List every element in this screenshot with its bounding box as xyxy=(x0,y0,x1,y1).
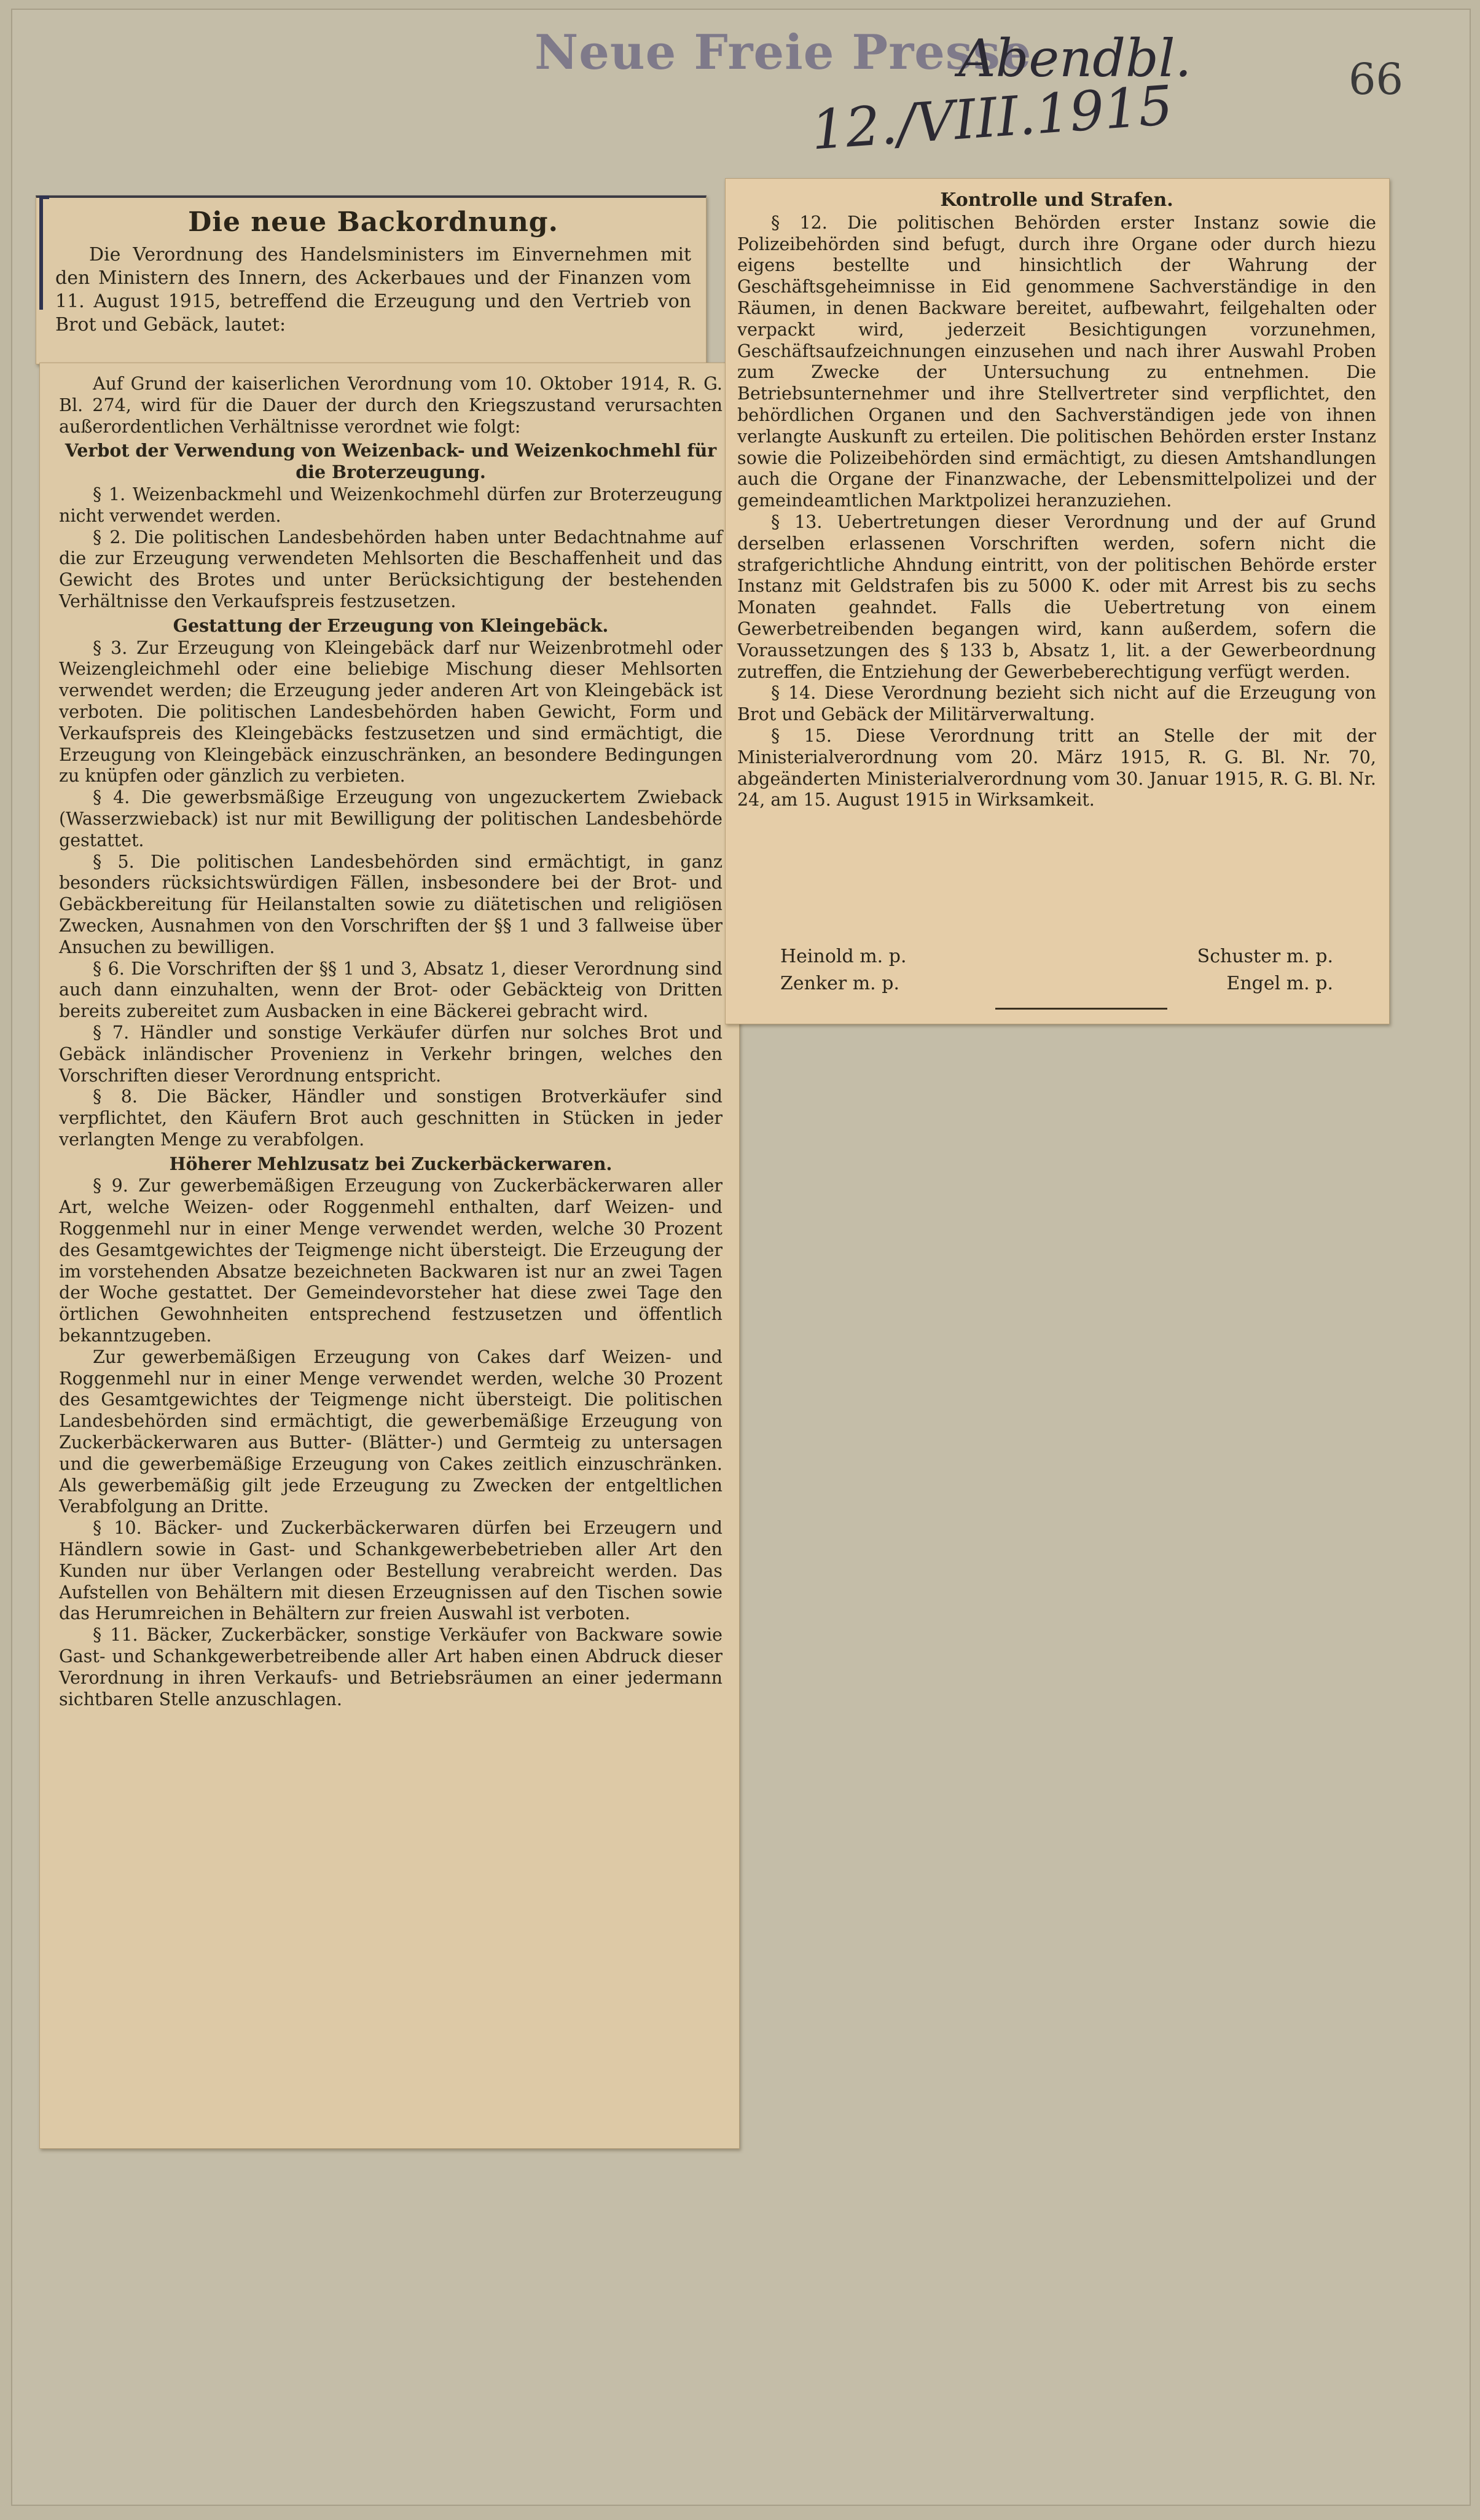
left-text-column xyxy=(59,374,722,1710)
paragraph-14: § 14. Diese Verordnung bezieht sich nicht auf die Erzeugung von Brot und Gebäck der Militärverwaltung. xyxy=(737,683,1376,725)
paragraph-5: § 5. Die politischen Landesbehörden sind ermächtigt, in ganz besonders rücksichtswürdigen Fällen, insbesondere bei der Brot- und Gebäckbereitung für Heilanstalten sowie zu diätetischen und religiösen Zwecken, Ausnahmen von den Vorschriften der §§ 1 und 3 fallweise über Ansuchen zu bewilligen. xyxy=(59,851,722,957)
signature: Schuster m. p. xyxy=(1197,946,1333,967)
section-heading: Gestattung der Erzeugung von Kleingebäck. xyxy=(173,614,609,636)
paragraph-8: § 8. Die Bäcker, Händler und sonstigen Brotverkäufer sind verpflichtet, den Käufern Brot auch geschnitten in Stücken in jeder verlangten Menge zu verabfolgen. xyxy=(59,1086,722,1150)
title-block xyxy=(55,200,691,337)
ink-bracket-mark xyxy=(39,195,49,310)
right-text-column xyxy=(737,187,1376,811)
article-title: Die neue Backordnung. xyxy=(188,206,558,238)
handwritten-date-note: 12./VIII.1915 xyxy=(809,73,1175,162)
paragraph-10: § 10. Bäcker- und Zuckerbäckerwaren dürfen bei Erzeugern und Händlern sowie in Gast- und Schankgewerbebetrieben aller Art den Kunden nur über Verlangen oder Bestellung verabreicht werden. Das Aufstellen von Behältern mit diesen Erzeugnissen auf den Tischen sowie das Herumreichen in Behältern zur freien Auswahl ist verboten. xyxy=(59,1518,722,1624)
signature: Zenker m. p. xyxy=(780,973,899,994)
paragraph-12: § 12. Die politischen Behörden erster Instanz sowie die Polizeibehörden sind befugt, durch ihre Organe oder durch hiezu eigens bestellte und hinsichtlich der Wahrung der Geschäftsgeheimnisse in Eid genommene Sachverständige in den Räumen, in denen Backware bereitet, aufbewahrt, feilgehalten oder verpackt wird, jederzeit Besichtigungen vorzunehmen, Geschäftsaufzeichnungen einzusehen und nach ihrer Auswahl Proben zum Zwecke der Untersuchung zu entnehmen. Die Betriebsunternehmer und ihre Stellvertreter sind verpflichtet, den behördlichen Organen und den Sachverständigen jede von ihnen verlangte Auskunft zu erteilen. Die politischen Behörden erster Instanz sowie die Polizeibehörden sind ermächtigt, zu diesen Amtshandlungen auch die Organe der Finanzwache, der Lebensmittelpolizei und der gemeindeamtlichen Marktpolizei heranzuziehen. xyxy=(737,212,1376,511)
paragraph-7: § 7. Händler und sonstige Verkäufer dürfen nur solches Brot und Gebäck inländischer Provenienz in Verkehr bringen, welches den Vorschriften dieser Verordnung entspricht. xyxy=(59,1022,722,1086)
paragraph-9: § 9. Zur gewerbemäßigen Erzeugung von Zuckerbäckerwaren aller Art, welche Weizen- oder Roggenmehl enthalten, darf Weizen- und Roggenmehl nur in einer Menge verwendet werden, welche 30 Prozent des Gesamtgewichtes der Teigmenge nicht übersteigt. Die Erzeugung der im vorstehenden Absatze bezeichneten Backwaren ist nur an zwei Tagen der Woche gestattet. Der Gemeindevorsteher hat diese zwei Tage den örtlichen Gewohnheiten entsprechend festzusetzen und öffentlich bekanntzugeben. xyxy=(59,1176,722,1346)
section-heading: Höherer Mehlzusatz bei Zuckerbäckerwaren. xyxy=(169,1153,613,1174)
signature: Heinold m. p. xyxy=(780,946,907,967)
publication-stamp: Neue Freie Presse xyxy=(534,25,1032,80)
paragraph-4: § 4. Die gewerbsmäßige Erzeugung von ungezuckertem Zwieback (Wasserzwieback) ist nur mit Bewilligung der politischen Landesbehörde gestattet. xyxy=(59,787,722,850)
handwritten-edition-note: Abendbl. xyxy=(958,28,1192,88)
page-number: 66 xyxy=(1349,54,1404,104)
signature: Engel m. p. xyxy=(1226,973,1333,994)
signature-row xyxy=(780,970,1333,997)
paragraph-9b: Zur gewerbemäßigen Erzeugung von Cakes darf Weizen- und Roggenmehl nur in einer Menge verwendet werden, welche 30 Prozent des Gesamtgewichtes der Teigmenge nicht übersteigt. Die politischen Landesbehörden sind ermächtigt, die gewerbemäßige Erzeugung von Zuckerbäckerwaren aus Butter- (Blätter-) und Germteig zu untersagen und die gewerbemäßige Erzeugung von Cakes zeitlich einzuschränken. Als gewerbemäßig gilt jede Erzeugung zu Zwecken der entgeltlichen Verabfolgung an Dritte. xyxy=(59,1346,722,1517)
paragraph-2: § 2. Die politischen Landesbehörden haben unter Bedachtnahme auf die zur Erzeugung verwendeten Mehlsorten die Beschaffenheit und das Gewicht des Brotes und unter Berücksichtigung der bestehenden Verhältnisse den Verkaufspreis festzusetzen. xyxy=(59,527,722,611)
paragraph-15: § 15. Diese Verordnung tritt an Stelle der mit der Ministerialverordnung vom 20. März 1915, R. G. Bl. Nr. 70, abgeänderten Ministerialverordnung vom 30. Januar 1915, R. G. Bl. Nr. 24, am 15. August 1915 in Wirksamkeit. xyxy=(737,725,1376,811)
section-heading: Verbot der Verwendung von Weizenback- und Weizenkochmehl für die Broterzeugung. xyxy=(65,440,717,483)
paragraph-1: § 1. Weizenbackmehl und Weizenkochmehl dürfen zur Broterzeugung nicht verwendet werden. xyxy=(59,484,722,526)
preamble: Auf Grund der kaiserlichen Verordnung vom 10. Oktober 1914, R. G. Bl. 274, wird für die Dauer der durch den Kriegszustand verursachten außerordentlichen Verhältnisse verordnet wie folgt: xyxy=(59,374,722,437)
paragraph-6: § 6. Die Vorschriften der §§ 1 und 3, Absatz 1, dieser Verordnung sind auch dann einzuhalten, wenn der Brot- oder Gebäckteig von Dritten bereits zubereitet zum Ausbacken in eine Bäckerei gebracht wird. xyxy=(59,958,722,1022)
signature-block xyxy=(780,943,1333,997)
signature-rule xyxy=(995,1008,1167,1010)
section-heading: Kontrolle und Strafen. xyxy=(940,189,1173,211)
article-intro: Die Verordnung des Handelsministers im Einvernehmen mit den Ministern des Innern, des Ackerbaues und der Finanzen vom 11. August 1915, betreffend die Erzeugung und den Vertrieb von Brot und Gebäck, lautet: xyxy=(55,243,691,336)
paragraph-3: § 3. Zur Erzeugung von Kleingebäck darf nur Weizenbrotmehl oder Weizengleichmehl oder eine beliebige Mischung dieser Mehlsorten verwendet werden; die Erzeugung jeder anderen Art von Kleingebäck ist verboten. Die politischen Landesbehörden haben Gewicht, Form und Verkaufspreis des Kleingebäcks festzusetzen und sind ermächtigt, die Erzeugung von Kleingebäck einzuschränken, an besondere Bedingungen zu knüpfen oder gänzlich zu verbieten. xyxy=(59,637,722,787)
paragraph-11: § 11. Bäcker, Zuckerbäcker, sonstige Verkäufer von Backware sowie Gast- und Schankgewerbetreibende aller Art haben einen Abdruck dieser Verordnung in ihren Verkaufs- und Betriebsräumen an einer jedermann sichtbaren Stelle anzuschlagen. xyxy=(59,1625,722,1709)
paragraph-13: § 13. Uebertretungen dieser Verordnung und der auf Grund derselben erlassenen Vorschriften werden, sofern nicht die strafgerichtliche Ahndung eintritt, von der politischen Behörde erster Instanz mit Geldstrafen bis zu 5000 K. oder mit Arrest bis zu sechs Monaten geahndet. Falls die Uebertretung von einem Gewerbetreibenden begangen wird, kann außerdem, sofern die Voraussetzungen des § 133 b, Absatz 1, lit. a der Gewerbeordnung zutreffen, die Entziehung der Gewerbeberechtigung verfügt werden. xyxy=(737,511,1376,682)
signature-row xyxy=(780,943,1333,970)
